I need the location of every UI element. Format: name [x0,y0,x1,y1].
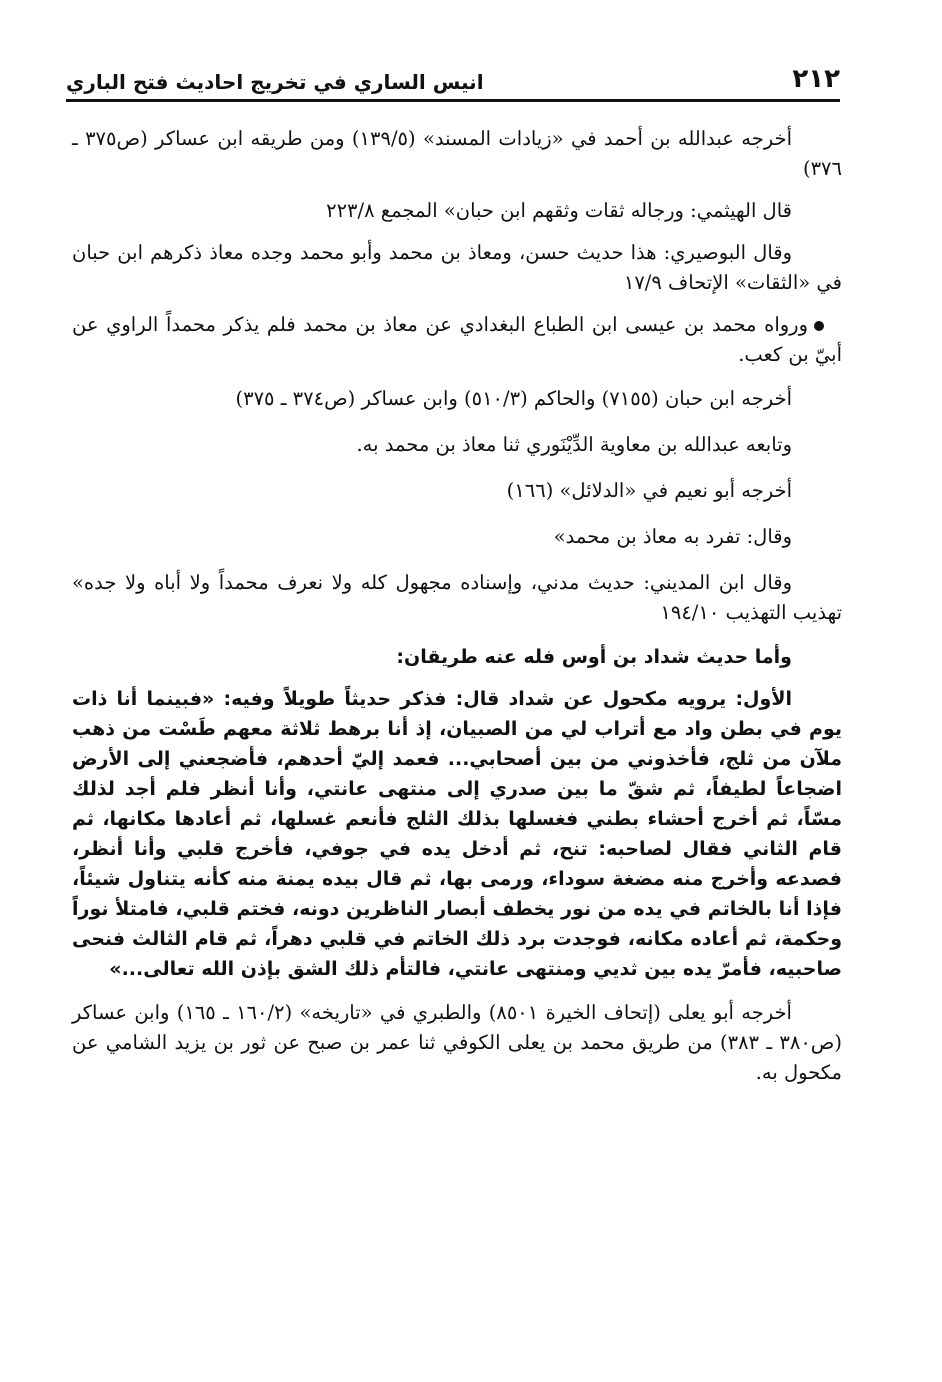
paragraph-p9 [72,568,842,628]
paragraph-p12 [72,998,842,1088]
paragraph-p10 [72,642,842,672]
paragraph-p11 [72,684,842,984]
paragraph-text: أخرجه ابن حبان (٧١٥٥) والحاكم (٥١٠/٣) وابن عساكر (ص٣٧٤ ـ ٣٧٥) [235,387,792,410]
paragraph-text: أخرجه عبدالله بن أحمد في «زيادات المسند» (١٣٩/٥) ومن طريقه ابن عساكر (ص٣٧٥ ـ ٣٧٦) [72,127,842,180]
page-number: ٢١٢ [792,64,840,94]
paragraph-p5 [72,384,842,414]
paragraph-text: يرويه مكحول عن شداد قال: فذكر حديثاً طويلاً وفيه: «فبينما أنا ذات يوم في بطن واد مع أتراب لي من الصبيان، إذ أنا برهط ثلاثة معهم طَسْت من ذهب ملآن من ثلج، فأخذوني من بين أصحابي... فعمد إليّ أحدهم، فأضجعني إلى الأرض اضجاعاً لطيفاً، ثم شقّ ما بين صدري إلى منتهى عانتي، وأنا أنظر فلم أجد لذلك مسّاً، ثم أخرج أحشاء بطني فغسلها بذلك الثلج فأنعم غسلها، ثم أعادها مكانها، ثم قام الثاني فقال لصاحبه: تنح، ثم أدخل يده في جوفي، فأخرج قلبي وأنا أنظر، فصدعه وأخرج منه مضغة سوداء، ورمى بها، ثم قال بيده يمنة منه كأنه يتناول شيئاً، فإذا أنا بالخاتم في يده من نور يخطف أبصار الناظرين دونه، فختم قلبي، فامتلأ نوراً وحكمة، ثم أعاده مكانه، فوجدت برد ذلك الخاتم في قلبي دهراً، ثم قام الثالث فنحى صاحبيه، فأمرّ يده بين ثديي ومنتهى عانتي، فالتأم ذلك الشق بإذن الله تعالى...» [72,688,842,980]
paragraph-text: أخرجه أبو نعيم في «الدلائل» (١٦٦) [506,479,792,502]
paragraph-text: ورواه محمد بن عيسى ابن الطباع البغدادي عن معاذ بن محمد فلم يذكر محمداً الراوي عن أبيّ بن كعب. [72,313,842,366]
paragraph-p6 [72,430,842,460]
paragraph-text: أخرجه أبو يعلى (إتحاف الخيرة ٨٥٠١) والطبري في «تاريخه» (١٦٠/٢ ـ ١٦٥) وابن عساكر (ص٣٨٠ ـ ٣٨٣) من طريق محمد بن يعلى الكوفي ثنا عمر بن صبح عن ثور بن يزيد الشامي عن مكحول به. [72,1001,842,1084]
bullet-icon [814,321,824,331]
paragraph-p2 [72,196,842,226]
paragraph-p4 [72,310,842,370]
running-title: انيس الساري في تخريج احاديث فتح الباري [66,70,484,94]
page-header [66,62,840,102]
paragraph-text: قال الهيثمي: ورجاله ثقات وثقهم ابن حبان» المجمع ٢٢٣/٨ [326,199,792,222]
paragraph-text: وقال ابن المديني: حديث مدني، وإسناده مجهول كله ولا نعرف محمداً ولا أباه ولا جده» تهذيب التهذيب ١٩٤/١٠ [72,571,842,624]
paragraph-text: وأما حديث شداد بن أوس فله عنه طريقان: [396,646,792,668]
page-body [72,124,842,1088]
paragraph-text: وقال: تفرد به معاذ بن محمد» [553,525,792,548]
paragraph-p3 [72,238,842,298]
header-rule [66,99,840,102]
paragraph-p7 [72,476,842,506]
paragraph-p8 [72,522,842,552]
paragraph-text: وتابعه عبدالله بن معاوية الدِّيْنَوري ثنا معاذ بن محمد به. [356,433,792,456]
paragraph-text: وقال البوصيري: هذا حديث حسن، ومعاذ بن محمد وأبو محمد وجده معاذ ذكرهم ابن حبان في «الثقات» الإتحاف ١٧/٩ [72,241,842,294]
paragraph-p1 [72,124,842,184]
paragraph-lead: الأول: [735,688,792,710]
